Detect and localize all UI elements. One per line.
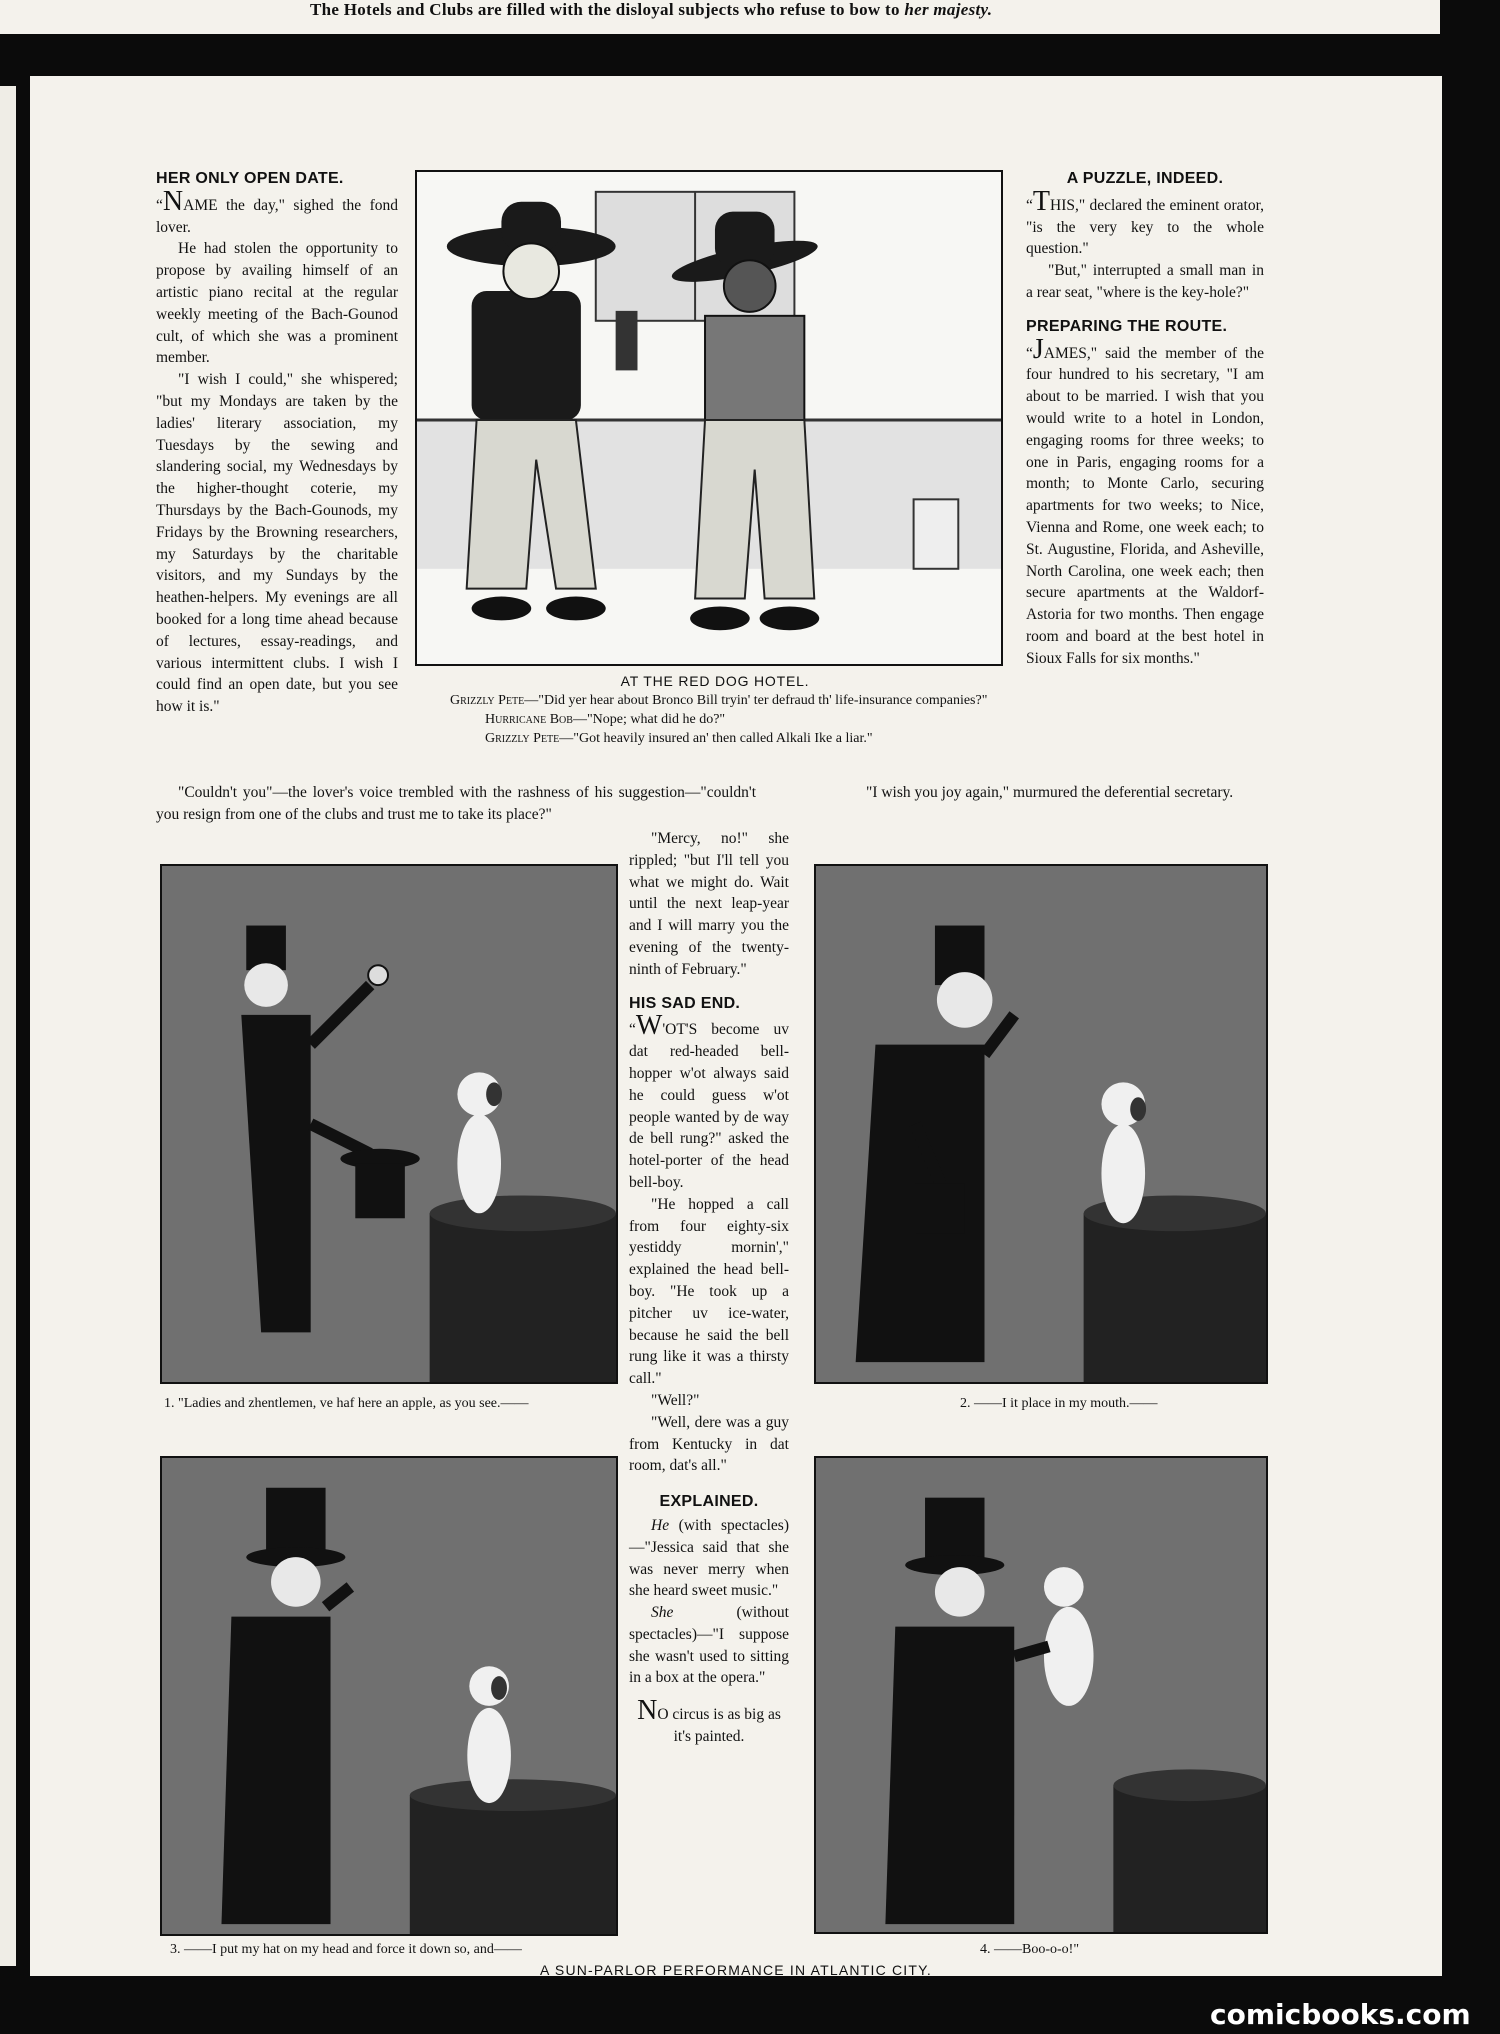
paragraph: "I wish I could," she whispered; "but my Mondays are taken by the ladies' literary association, my Tuesdays by the sewing and slandering social, my Wednesdays by the higher-thought coterie, my Thursdays by the Bach-Gounods, my Fridays by the Browning researchers, my Saturdays by the charitable visitors, and my Sundays by the heathen-helpers. My evenings are all booked for a long time ahead because of lectures, essay-readings, and various intermittent clubs. I wish I could find an open date, but you see how it is." — [156, 371, 398, 716]
panel-1 — [160, 864, 618, 1384]
article-title: HIS SAD END. — [629, 994, 741, 1012]
panel-1-caption: 1. "Ladies and zhentlemen, ve haf here an apple, as you see.—— — [164, 1396, 529, 1411]
article-title: A PUZZLE, INDEED. — [1066, 170, 1224, 187]
panel-2 — [814, 864, 1268, 1384]
panel-3 — [160, 1456, 618, 1936]
cartoon-red-dog-hotel — [415, 170, 1003, 666]
red-dog-caption: AT THE RED DOG HOTEL. Grizzly Pete—"Did yer hear about Bronco Bill tryin' ter defraud th' life-insurance companies?" Hurricane Bob—"Nope; what did he do?" Grizzly Pete—"Got heavily insured an' then called Alkali Ike a liar." — [450, 673, 988, 746]
panel-3-caption: 3. ——I put my hat on my head and force it down so, and—— — [170, 1942, 522, 1957]
saloon-illustration — [417, 172, 1001, 664]
article-title: PREPARING THE ROUTE. — [1026, 317, 1228, 335]
masthead-strip — [0, 0, 1440, 34]
middle-column: "Mercy, no!" she rippled; "but I'll tell you what we might do. Wait until the next leap-year and I will marry you the evening of the twenty-ninth of February." HIS SAD END. “W'OT'S become uv dat red-headed bell-hopper w'ot always said he could guess w'ot people wanted by de way de bell rung?" asked the hotel-porter of the head bell-boy. "He hopped a call from four eighty-six yestiddy mornin'," explained the head bell-boy. "He took up a pitcher uv ice-water, because he said the bell rung like it was a thirsty call." "Well?" "Well, dere was a guy from Kentucky in dat room, dat's all." EXPLAINED. He (with spectacles)—"Jessica said that she was never merry when she heard sweet music." She (without spectacles)—"I suppose she wasn't used to sitting in a box at the opera." NO circus is as big as it's painted. — [629, 830, 789, 1746]
panel-2-caption: 2. ——I it place in my mouth.—— — [960, 1396, 1158, 1411]
panel-4 — [814, 1456, 1268, 1934]
masthead-text: The Hotels and Clubs are filled with the disloyal subjects who refuse to bow to her majesty. — [310, 0, 993, 19]
continuation-row: "Couldn't you"—the lover's voice trembled with the rashness of his suggestion—"couldn't you resign from one of the clubs and trust me to take its place?" "I wish you joy again," murmured the deferential secretary. — [156, 784, 1234, 823]
article-her-only-open-date: HER ONLY OPEN DATE. “NAME the day," sighed the fond lover. He had stolen the opportunity to propose by availing himself of an artistic piano recital at the regular weekly meeting of the Bach-Gounod cult, of which she was a prominent member. "I wish I could," she whispered; "but my Mondays are taken by the ladies' literary association, my Tuesdays by the sewing and slandering social, my Wednesdays by the higher-thought coterie, my Thursdays by the Bach-Gounods, my Fridays by the Browning researchers, my Saturdays by the charitable visitors, and my Sundays by the heathen-helpers. My evenings are all booked for a long time ahead because of lectures, essay-readings, and various intermittent clubs. I wish I could find an open date, but you see how it is." — [156, 168, 398, 718]
paragraph: He had stolen the opportunity to propose by availing himself of an artistic piano recital at the regular weekly meeting of the Bach-Gounod cult, of which she was a prominent member. — [156, 240, 398, 367]
adjacent-page-edge — [0, 86, 16, 1966]
drop-cap: N — [162, 185, 184, 217]
page-footer-title: A SUN-PARLOR PERFORMANCE IN ATLANTIC CITY. — [540, 1962, 932, 1978]
watermark: comicbooks.com — [1210, 1998, 1471, 2031]
article-title: EXPLAINED. — [659, 1493, 759, 1511]
panel-4-caption: 4. ——Boo-o-o!" — [980, 1942, 1080, 1957]
article-title: HER ONLY OPEN DATE. — [156, 170, 344, 187]
right-column: A PUZZLE, INDEED. “THIS," declared the eminent orator, "is the very key to the whole question." "But," interrupted a small man in a rear seat, "where is the key-hole?" PREPARING THE ROUTE. “JAMES," said the member of the four hundred to his secretary, "I am about to be married. I wish that you would write to a hotel in London, engaging rooms for three weeks; to one in Paris, engaging rooms for a month; to Monte Carlo, securing apartments for two weeks; to Nice, Vienna and Rome, one week each; to St. Augustine, Florida, and Asheville, North Carolina, one week each; then secure apartments at the Waldorf-Astoria for two months. Then engage room and board at the best hotel in Sioux Falls for six months." — [1026, 170, 1264, 667]
magazine-page — [30, 76, 1442, 1976]
